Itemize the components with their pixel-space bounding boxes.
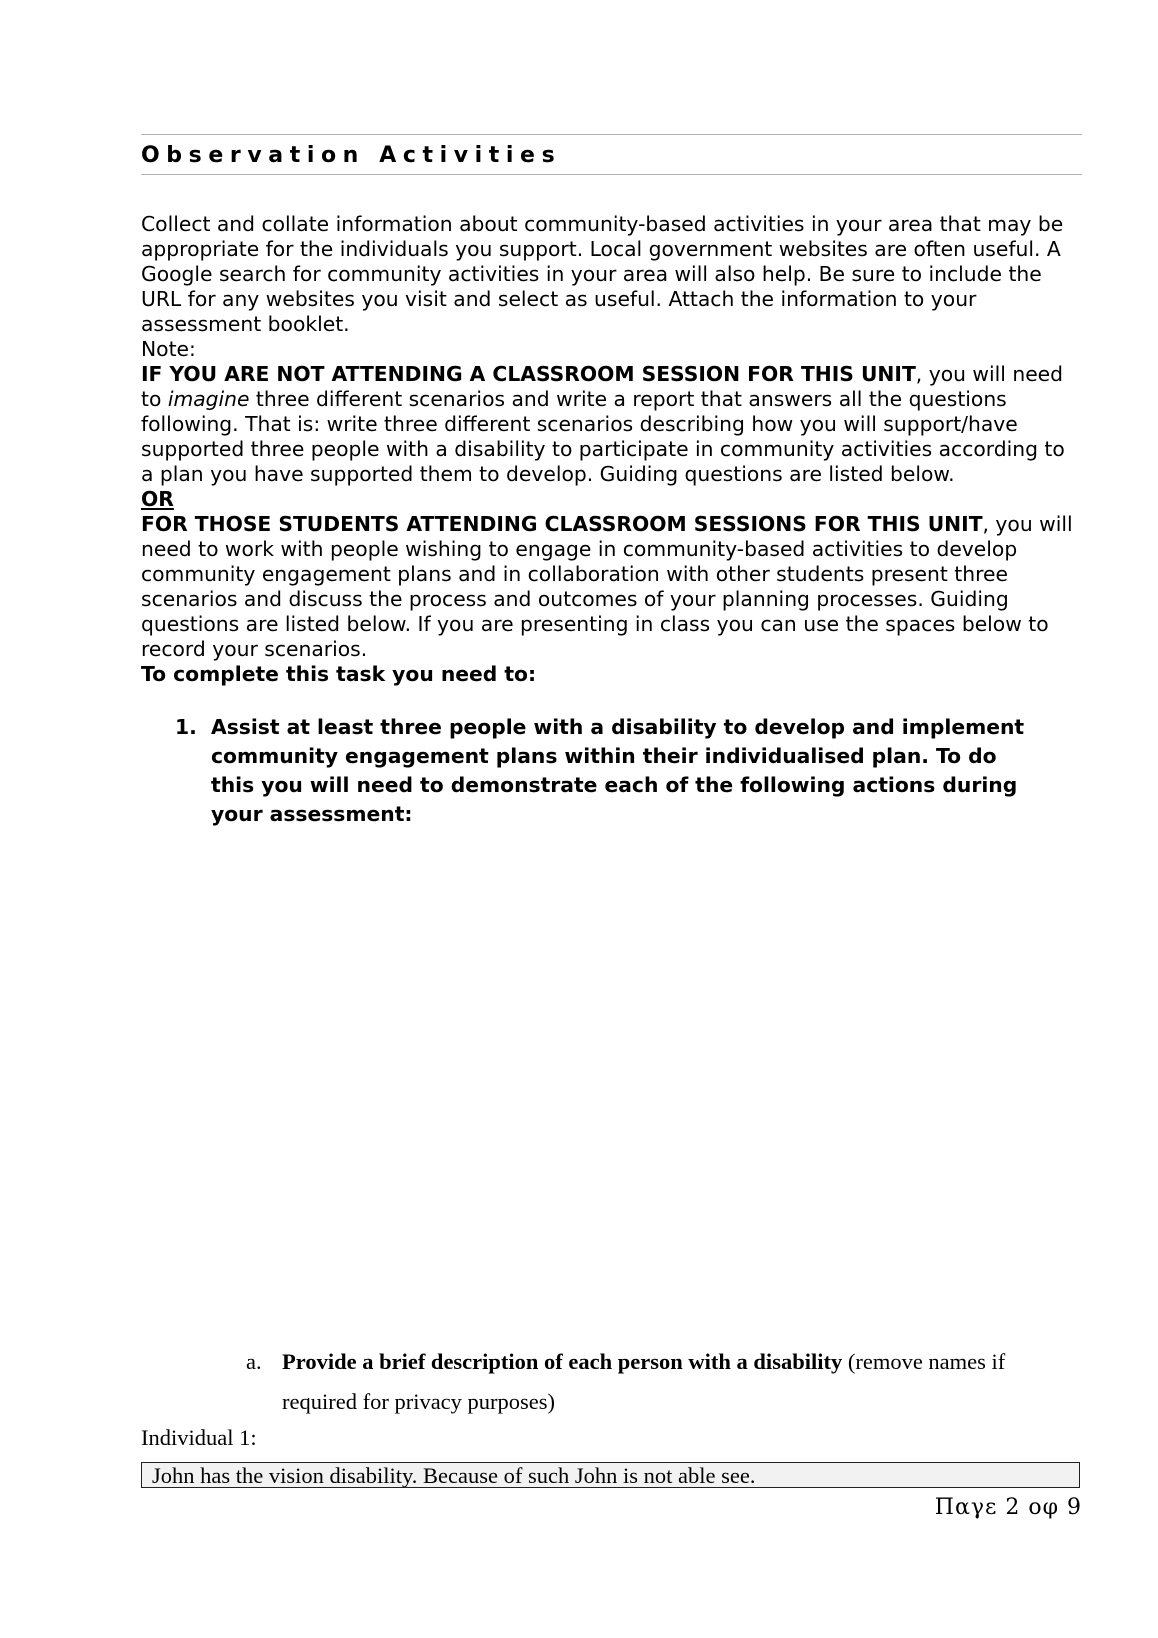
imagine-emphasis: imagine <box>167 387 250 411</box>
individual-answer-field[interactable]: John has the vision disability. Because of such John is not able see. <box>141 1462 1080 1488</box>
page-number: Παγε 2 οφ 9 <box>934 1495 1082 1520</box>
intro-paragraph: Collect and collate information about community-based activities in your area that may be appropriate for the individuals you support. Local government websites are often useful. A Google search for community activities in your area will also help. Be sure to include the URL for any websites you visit and select as useful. Attach the information to your assessment booklet. <box>141 212 1064 336</box>
list-item-line: this you will need to demonstrate each of the following actions during <box>211 773 1018 797</box>
or-label: OR <box>141 487 174 511</box>
sub-item-line: Provide a brief description of each person with a disability (remove names if <box>282 1349 1006 1374</box>
not-attending-paragraph: IF YOU ARE NOT ATTENDING A CLASSROOM SESSION FOR THIS UNIT, you will need to imagine three different scenarios and write a report that answers all the questions following. That is: write three different scenarios describing how you will support/have supported three people with a disability to participate in community activities according to a plan you have supported them to develop. Guiding questions are listed below. <box>141 362 1065 486</box>
sub-item-line: required for privacy purposes) <box>282 1389 556 1414</box>
heading-bottom-rule <box>141 174 1082 175</box>
list-number: 1. <box>175 715 197 739</box>
section-heading: Observation Activities <box>141 143 562 168</box>
heading-top-rule <box>141 134 1082 135</box>
instructions-body <box>141 212 1082 687</box>
task-heading: To complete this task you need to: <box>141 662 537 686</box>
list-item-line: community engagement plans within their individualised plan. To do <box>211 744 997 768</box>
attending-heading: FOR THOSE STUDENTS ATTENDING CLASSROOM SESSIONS FOR THIS UNIT <box>141 512 983 536</box>
individual-label: Individual 1: <box>141 1425 257 1450</box>
sub-item-bold: Provide a brief description of each person with a disability <box>282 1349 843 1374</box>
note-label: Note: <box>141 337 196 361</box>
sub-list-marker: a. <box>246 1349 262 1374</box>
list-item-line: your assessment: <box>211 802 413 826</box>
not-attending-heading: IF YOU ARE NOT ATTENDING A CLASSROOM SESSION FOR THIS UNIT <box>141 362 916 386</box>
attending-paragraph: FOR THOSE STUDENTS ATTENDING CLASSROOM SESSIONS FOR THIS UNIT, you will need to work with people wishing to engage in community-based activities to develop community engagement plans and in collaboration with other students present three scenarios and discuss the process and outcomes of your planning processes. Guiding questions are listed below. If you are presenting in class you can use the spaces below to record your scenarios. <box>141 512 1073 661</box>
list-item-line: Assist at least three people with a disability to develop and implement <box>211 715 1025 739</box>
